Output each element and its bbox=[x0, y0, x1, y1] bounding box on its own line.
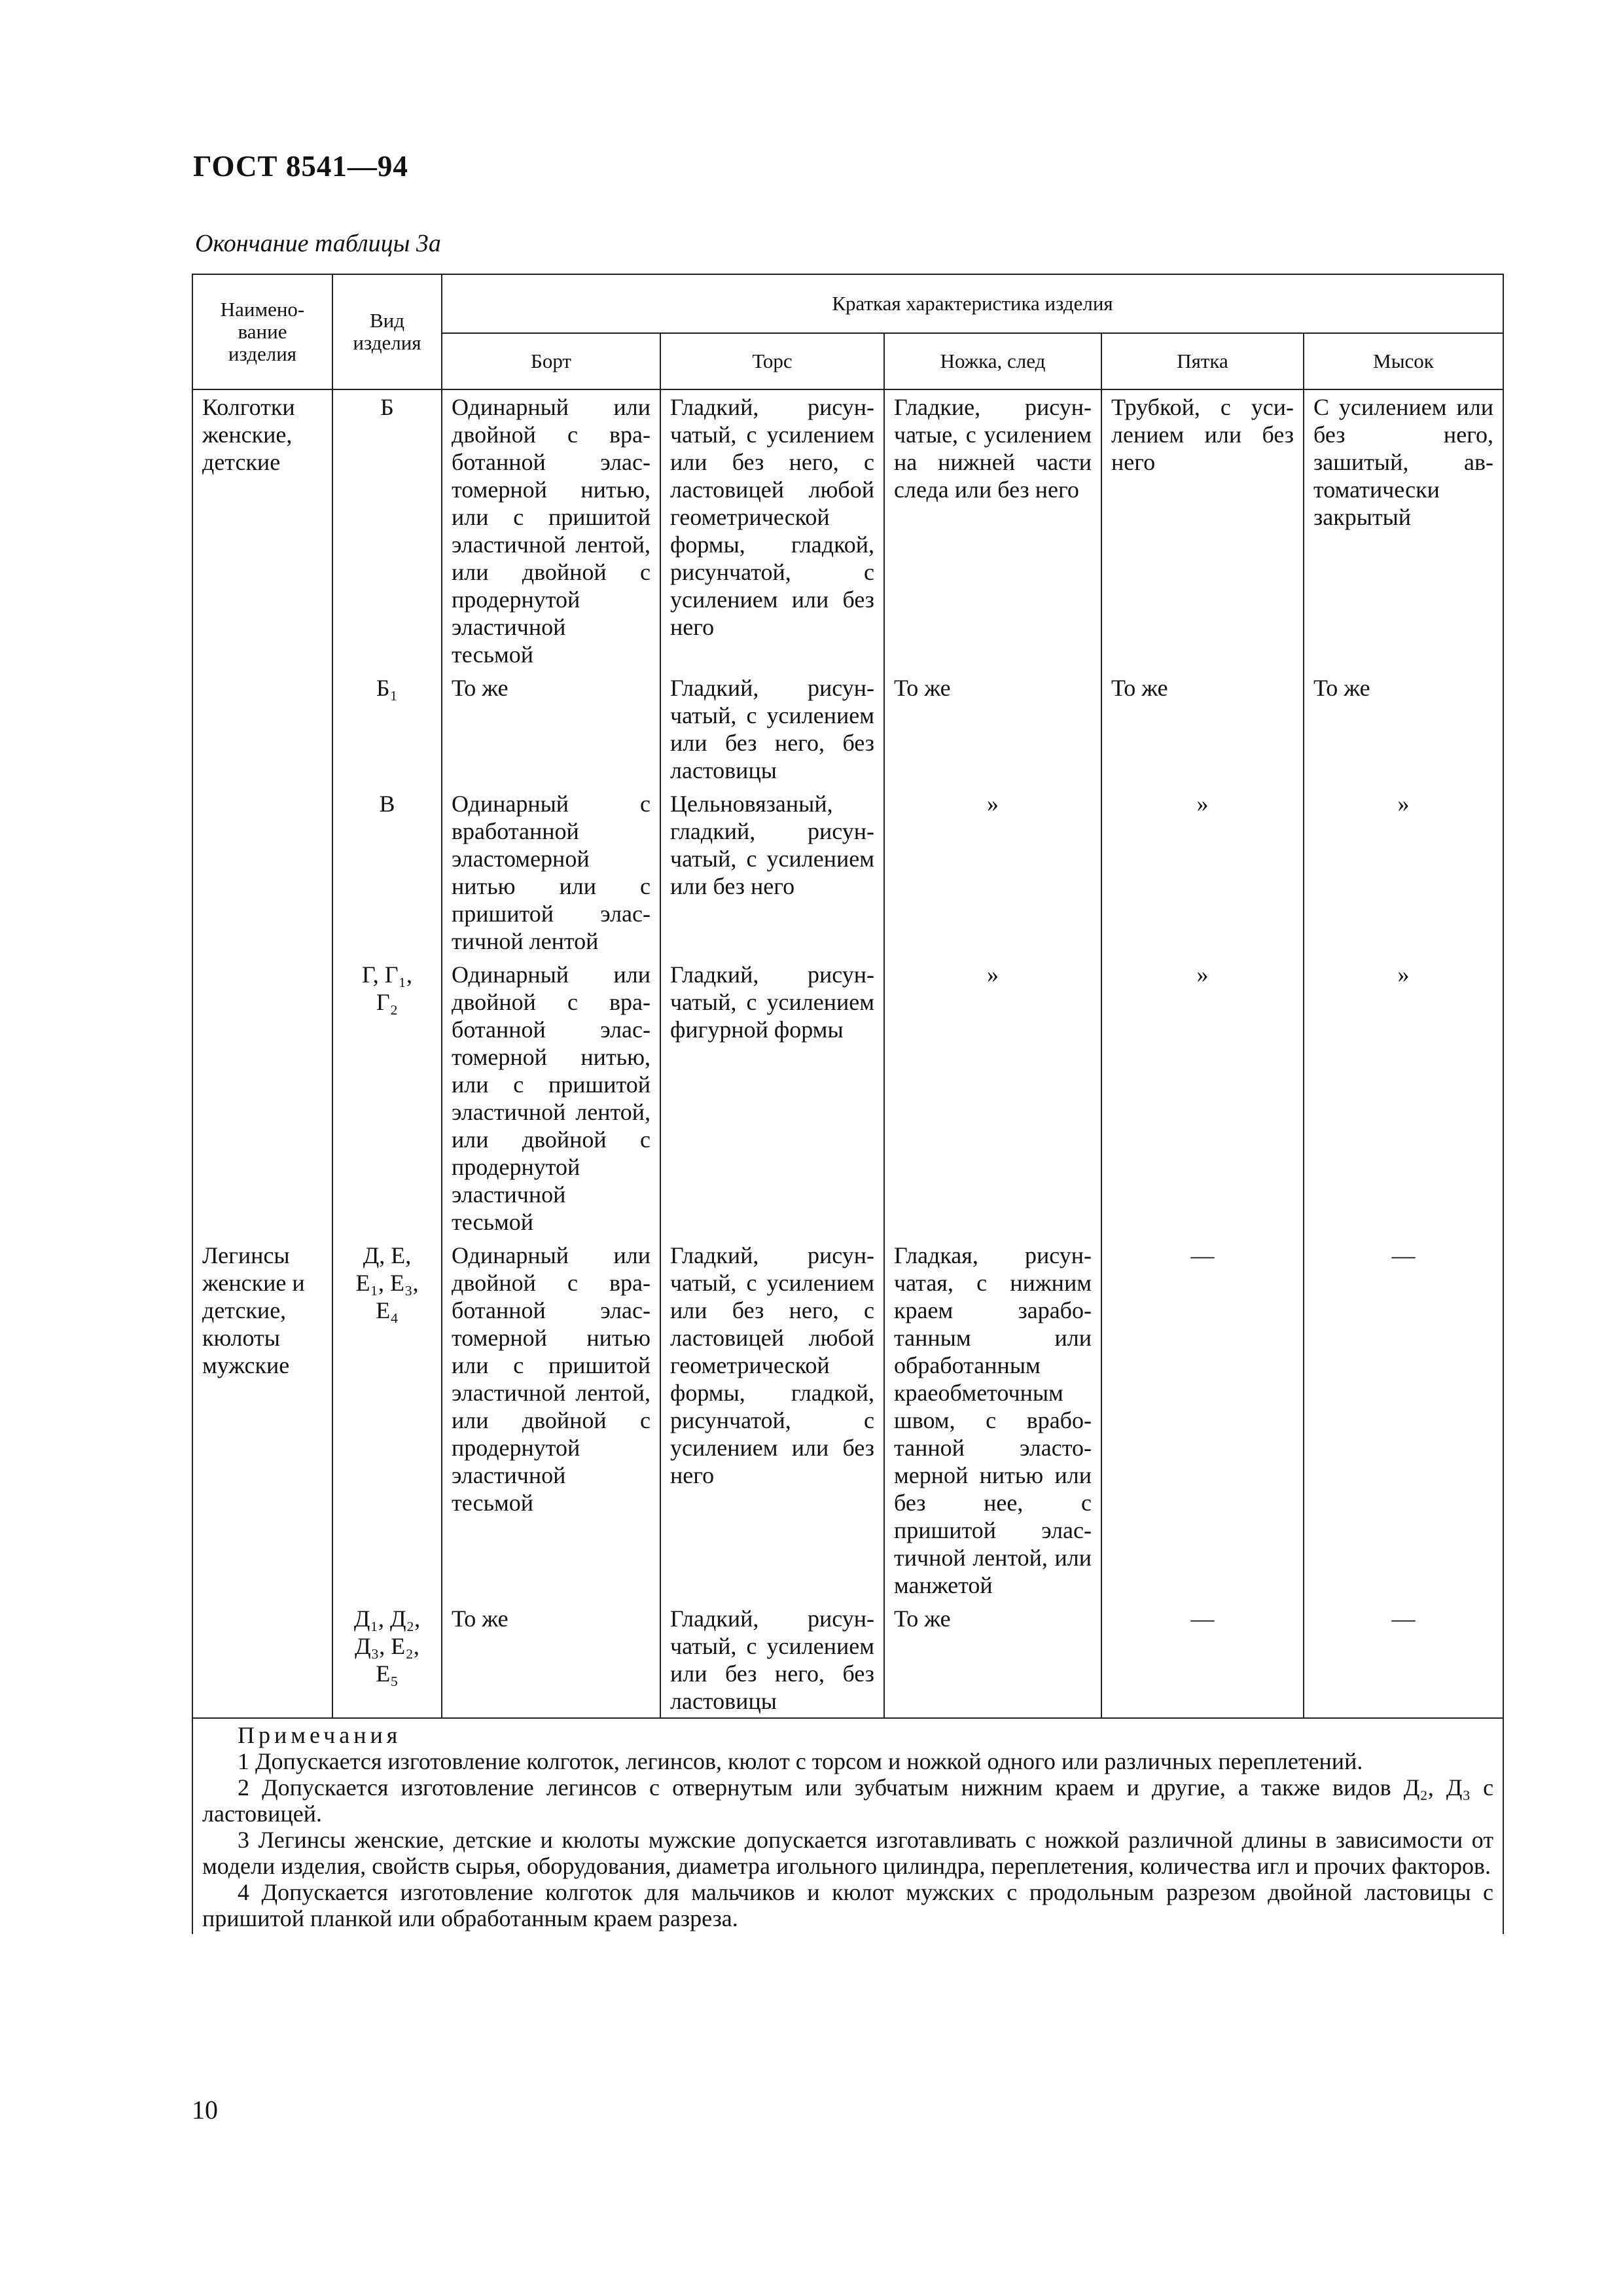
document-header: ГОСТ 8541—94 bbox=[193, 150, 408, 183]
cell-tors: Гладкий, рисунчатый, с усилением или без него, без ластовицы bbox=[660, 671, 884, 787]
table-row bbox=[192, 1238, 1503, 1602]
table-row bbox=[192, 787, 1503, 958]
cell-bort: Одинарный или двойной с вработанной эластомерной нитью, или с пришитой эластичной лентой, или двойной с продернутой эластичной тесьмой bbox=[442, 958, 660, 1238]
cell-pyatka: — bbox=[1101, 1602, 1304, 1718]
cell-pyatka: То же bbox=[1101, 671, 1304, 787]
cell-bort: Одинарный или двойной с вработанной эластомерной нитью, или с пришитой эластичной лентой, или двойной с продернутой эластичной тесьмой bbox=[442, 389, 660, 671]
cell-pyatka: » bbox=[1101, 958, 1304, 1238]
cell-name bbox=[192, 958, 332, 1238]
note-item: 3 Легинсы женские, детские и кюлоты мужские допускается изготавливать с ножкой различной длины в зависимости от модели изделия, свойств сырья, оборудования, диаметра игольного цилиндра, переплетения, количества игл и прочих факторов. bbox=[202, 1827, 1494, 1879]
cell-tors: Гладкий, рисунчатый, с усилением или без него, с ластовицей любой геометрической формы, гладкой, рисунчатой, с усилением или без него bbox=[660, 1238, 884, 1602]
table-caption: Окончание таблицы 3а bbox=[195, 230, 441, 257]
cell-mysok: » bbox=[1304, 787, 1503, 958]
cell-tors: Гладкий, рисунчатый, с усилением или без него, с ластовицей любой геометрической формы, гладкой, рисунчатой, с усилением или без него bbox=[660, 389, 884, 671]
header-mysok: Мысок bbox=[1304, 333, 1503, 389]
notes-row bbox=[192, 1718, 1503, 1934]
header-product-name: Наимено- вание изделия bbox=[192, 274, 332, 389]
cell-nozhka: Гладкая, рисунчатая, с нижним краем заработанным или обработанным краеобметочным швом, с вработанной эластомерной нитью или без нее, с пришитой эластичной лентой, или манжетой bbox=[884, 1238, 1101, 1602]
header-product-kind: Вид изделия bbox=[332, 274, 442, 389]
product-characteristics-table bbox=[192, 274, 1504, 1934]
notes-title: Примечания bbox=[238, 1722, 402, 1748]
cell-name bbox=[192, 1602, 332, 1718]
cell-kind: Д₁, Д₂, Д₃, Е₂, Е₅ bbox=[332, 1602, 442, 1718]
cell-mysok: То же bbox=[1304, 671, 1503, 787]
cell-tors: Гладкий, рисунчатый, с усилением или без него, без ластовицы bbox=[660, 1602, 884, 1718]
note-item: 2 Допускается изготовление легинсов с отвернутым или зубчатым нижним краем и другие, а также видов Д₂, Д₃ с ластовицей. bbox=[202, 1774, 1494, 1827]
cell-nozhka: » bbox=[884, 958, 1101, 1238]
header-nozhka: Ножка, след bbox=[884, 333, 1101, 389]
cell-name bbox=[192, 671, 332, 787]
cell-nozhka: Гладкие, рисунчатые, с усилением на нижней части следа или без него bbox=[884, 389, 1101, 671]
cell-kind: Б₁ bbox=[332, 671, 442, 787]
cell-bort: Одинарный с вработанной эластомерной нитью или с пришитой эластичной лентой bbox=[442, 787, 660, 958]
cell-kind: Б bbox=[332, 389, 442, 671]
cell-tors: Цельновязаный, гладкий, рисунчатый, с усилением или без него bbox=[660, 787, 884, 958]
table-container bbox=[192, 274, 1503, 1934]
table-row bbox=[192, 671, 1503, 787]
cell-kind: В bbox=[332, 787, 442, 958]
cell-pyatka: — bbox=[1101, 1238, 1304, 1602]
cell-mysok: — bbox=[1304, 1602, 1503, 1718]
cell-bort: Одинарный или двойной с вработанной эластомерной нитью или с пришитой эластичной лентой, или двойной с продернутой эластичной тесьмой bbox=[442, 1238, 660, 1602]
cell-nozhka: То же bbox=[884, 1602, 1101, 1718]
cell-name: Колготки женские, детские bbox=[192, 389, 332, 671]
cell-tors: Гладкий, рисунчатый, с усилением фигурной формы bbox=[660, 958, 884, 1238]
cell-kind: Д, Е, Е₁, Е₃, Е₄ bbox=[332, 1238, 442, 1602]
header-bort: Борт bbox=[442, 333, 660, 389]
cell-mysok: — bbox=[1304, 1238, 1503, 1602]
cell-bort: То же bbox=[442, 671, 660, 787]
cell-nozhka: » bbox=[884, 787, 1101, 958]
header-tors: Торс bbox=[660, 333, 884, 389]
cell-mysok: » bbox=[1304, 958, 1503, 1238]
cell-nozhka: То же bbox=[884, 671, 1101, 787]
cell-pyatka: » bbox=[1101, 787, 1304, 958]
table-row bbox=[192, 389, 1503, 671]
notes-block bbox=[192, 1718, 1503, 1934]
page-number: 10 bbox=[192, 2095, 218, 2125]
cell-mysok: С усилением или без него, зашитый, автоматически закрытый bbox=[1304, 389, 1503, 671]
cell-name bbox=[192, 787, 332, 958]
note-item: 4 Допускается изготовление колготок для мальчиков и кюлот мужских с продольным разрезом двойной ластовицы с пришитой планкой или обработанным краем разреза. bbox=[202, 1879, 1494, 1931]
table-row bbox=[192, 958, 1503, 1238]
header-pyatka: Пятка bbox=[1101, 333, 1304, 389]
cell-kind: Г, Г₁, Г₂ bbox=[332, 958, 442, 1238]
cell-name: Легинсы женские и детские, кюлоты мужские bbox=[192, 1238, 332, 1602]
cell-pyatka: Трубкой, с усилением или без него bbox=[1101, 389, 1304, 671]
cell-bort: То же bbox=[442, 1602, 660, 1718]
table-row bbox=[192, 1602, 1503, 1718]
header-characteristics-group: Краткая характеристика изделия bbox=[442, 274, 1503, 333]
note-item: 1 Допускается изготовление колготок, легинсов, кюлот с торсом и ножкой одного или различных переплетений. bbox=[238, 1748, 1363, 1774]
